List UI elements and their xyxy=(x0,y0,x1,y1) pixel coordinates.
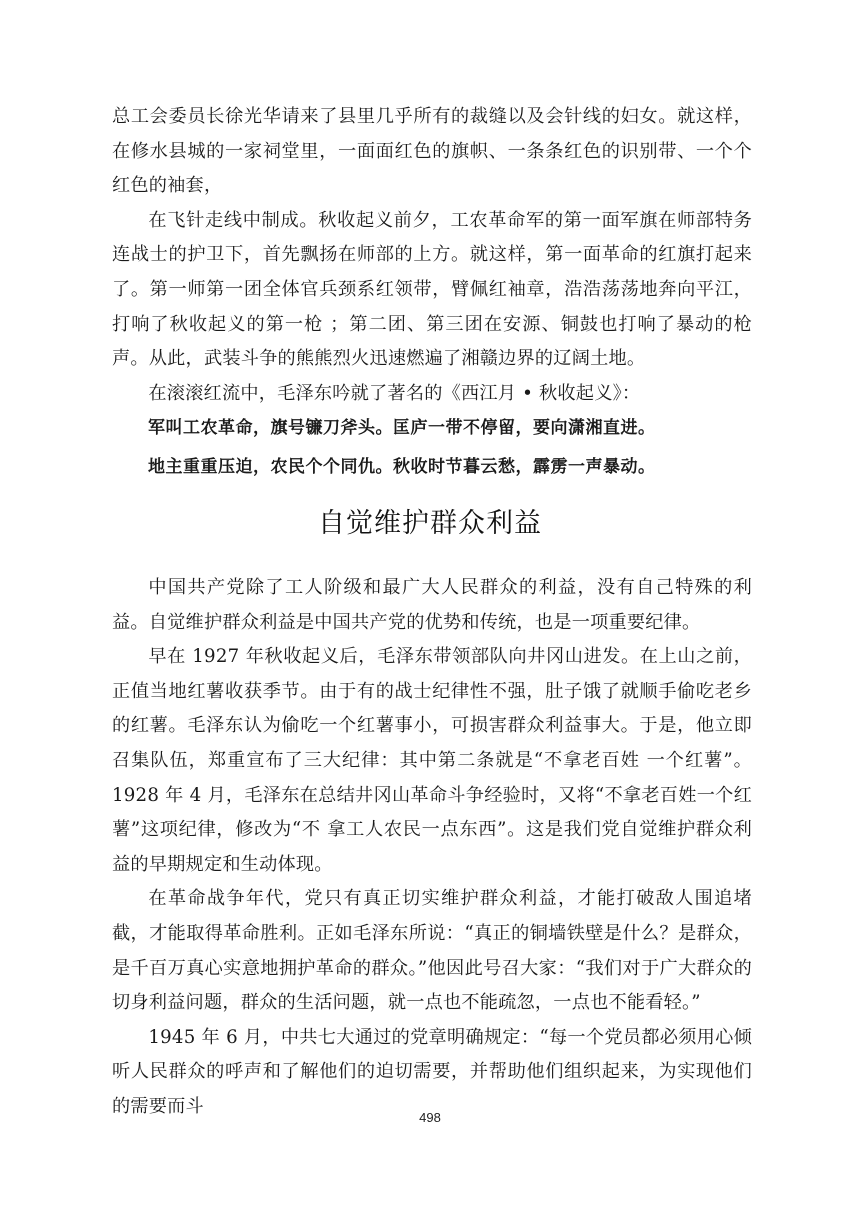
poem-line: 军叫工农革命，旗号镰刀斧头。匡庐一带不停留，要向潇湘直进。 xyxy=(148,418,656,439)
section-body-2 xyxy=(112,571,752,1125)
section-title: 自觉维护群众利益 xyxy=(318,508,542,539)
paragraph: 总工会委员长徐光华请来了县里几乎所有的裁缝以及会针线的妇女。就这样，在修水县城的一家祠堂里，一面面红色的旗帜、一条条红色的识别带、一个个红色的袖套， xyxy=(112,106,752,197)
page-number: 498 xyxy=(419,1110,441,1125)
paragraph: 1945 年 6 月，中共七大通过的党章明确规定：“每一个党员都必须用心倾听人民群众的呼声和了解他们的迫切需要，并帮助他们组织起来，为实现他们的需要而斗 xyxy=(112,1026,752,1117)
paragraph: 早在 1927 年秋收起义后，毛泽东带领部队向井冈山进发。在上山之前，正值当地红薯收获季节。由于有的战士纪律性不强，肚子饿了就顺手偷吃老乡的红薯。毛泽东认为偷吃一个红薯事小，可损害群众利益事大。于是，他立即召集队伍，郑重宣布了三大纪律：其中第二条就是“不拿老百姓 一个红薯”。1928 年 4 月，毛泽东在总结井冈山革命斗争经验时，又将“不拿老百姓一个红薯”这项纪律，修改为“不 拿工人农民一点东西”。这是我们党自觉维护群众利益的早期规定和生动体现。 xyxy=(112,646,752,875)
paragraph: 在飞针走线中制成。秋收起义前夕，工农革命军的第一面军旗在师部特务连战士的护卫下，首先飘扬在师部的上方。就这样，第一面革命的红旗打起来了。第一师第一团全体官兵颈系红领带，臂佩红袖章，浩浩荡荡地奔向平江，打响了秋收起义的第一枪 ；第二团、第三团在安源、铜鼓也打响了暴动的枪声。从此，武装斗争的熊熊烈火迅速燃遍了湘赣边界的辽阔土地。 xyxy=(112,209,752,370)
section-body-1 xyxy=(112,100,752,485)
paragraph: 在革命战争年代，党只有真正切实维护群众利益，才能打破敌人围追堵截，才能取得革命胜利。正如毛泽东所说：“真正的铜墙铁壁是什么？是群众，是千百万真心实意地拥护革命的群众。”他因此号召大家：“我们对于广大群众的切身利益问题，群众的生活问题，就一点也不能疏忽，一点也不能看轻。” xyxy=(112,888,752,1014)
paragraph: 在滚滚红流中，毛泽东吟就了著名的《西江月 • 秋收起义》： xyxy=(148,382,641,404)
paragraph: 中国共产党除了工人阶级和最广大人民群众的利益，没有自己特殊的利益。自觉维护群众利益是中国共产党的优势和传统，也是一项重要纪律。 xyxy=(112,577,752,633)
poem-line: 地主重重压迫，农民个个同仇。秋收时节暮云愁，霹雳一声暴动。 xyxy=(148,456,656,477)
